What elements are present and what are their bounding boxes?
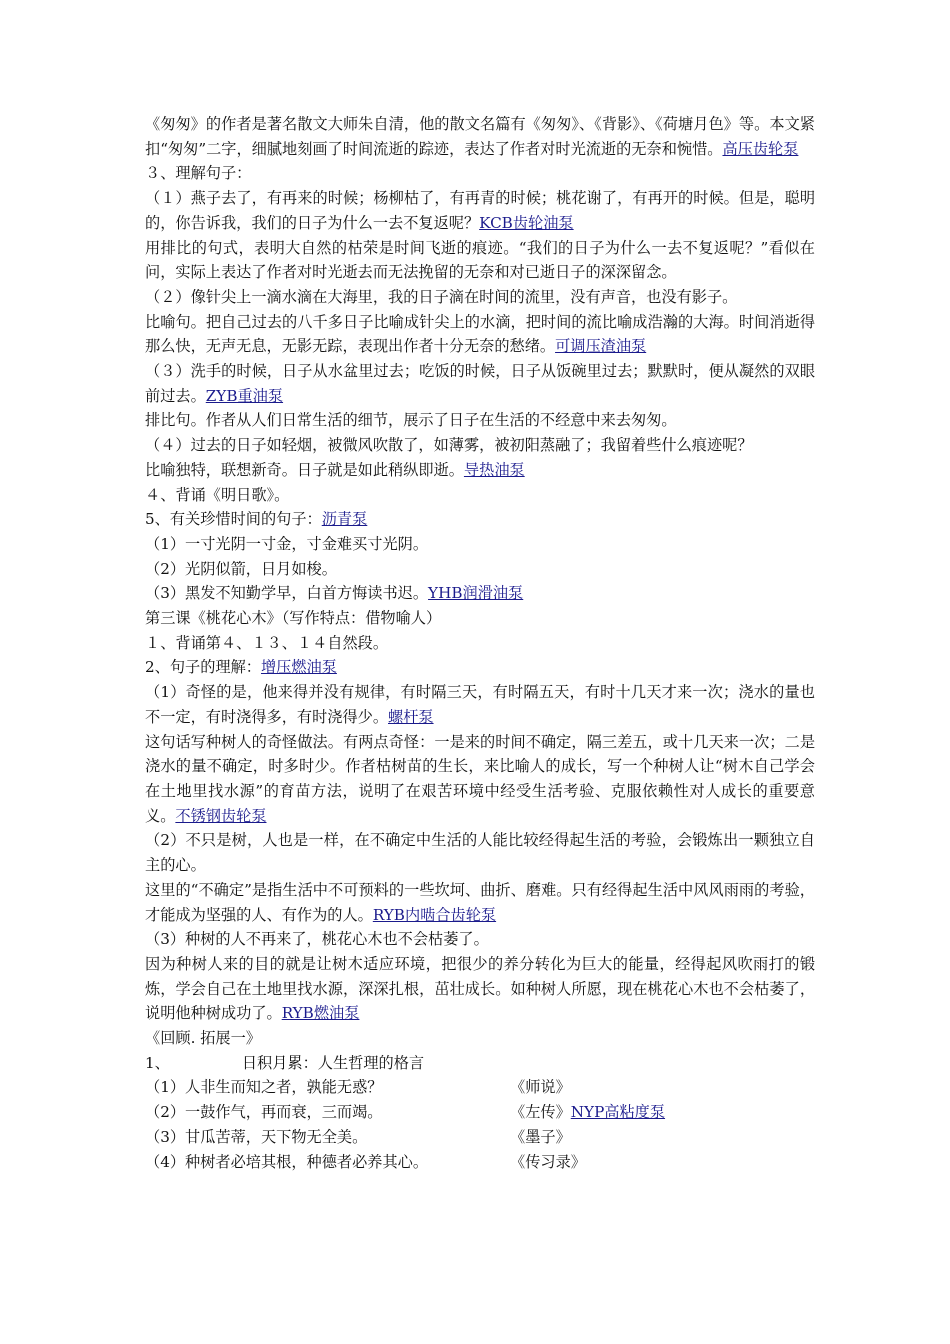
- link-residue-oil-pump[interactable]: 可调压渣油泵: [555, 337, 647, 356]
- list-item: （2）光阴似箭，日月如梭。: [145, 559, 337, 578]
- quote-source: 《左传》: [510, 1103, 571, 1122]
- paragraph: （２）像针尖上一滴水滴在大海里，我的日子滴在时间的流里，没有声音，也没有影子。: [145, 287, 738, 306]
- paragraph: 这句话写种树人的奇怪做法。有两点奇怪：一是来的时间不确定，隔三差五，或十几天来一次；二是浇水的量不确定，时多时少。作者枯树苗的生长，来比喻人的成长，写一个种树人让“树木自己学会在土地里找水源”的育苗方法，说明了在艰苦环境中经受生活考验、克服依赖性对人成长的重要意义。不锈钢齿轮泵: [145, 732, 815, 825]
- section-heading: 1、 日积月累：人生哲理的格言: [145, 1053, 425, 1072]
- paragraph: （3）种树的人不再来了，桃花心木也不会枯萎了。: [145, 930, 489, 949]
- link-ryb-internal-gear-pump[interactable]: RYB内啮合齿轮泵: [372, 905, 497, 924]
- link-kcb-gear-oil-pump[interactable]: KCB齿轮油泵: [479, 213, 574, 232]
- list-item: （3）黑发不知勤学早，白首方悔读书迟。YHB润滑油泵: [145, 584, 524, 603]
- quote-source: 《墨子》: [510, 1127, 571, 1146]
- link-nyp-high-viscosity-pump[interactable]: NYP高粘度泵: [570, 1103, 666, 1122]
- paragraph: 比喻句。把自己过去的八千多日子比喻成针尖上的水滴，把时间的流比喻成浩瀚的大海。时间消逝得那么快，无声无息，无影无踪，表现出作者十分无奈的愁绪。可调压渣油泵: [145, 312, 815, 356]
- section-heading: 2、句子的理解：增压燃油泵: [145, 658, 337, 677]
- link-screw-pump[interactable]: 螺杆泵: [388, 707, 434, 726]
- link-stainless-gear-pump[interactable]: 不锈钢齿轮泵: [175, 806, 267, 825]
- paragraph: 用排比的句式，表明大自然的枯荣是时间飞逝的痕迹。“我们的日子为什么一去不复返呢？”看似在问，实际上表达了作者对时光逝去而无法挽留的无奈和对已逝日子的深深留念。: [145, 238, 815, 282]
- paragraph: （2）不只是树，人也是一样，在不确定中生活的人能比较经得起生活的考验，会锻炼出一颗独立自主的心。: [145, 831, 815, 875]
- paragraph: 这里的“不确定”是指生活中不可预料的一些坎坷、曲折、磨难。只有经得起生活中风风雨雨的考验，才能成为坚强的人、有作为的人。RYB内啮合齿轮泵: [145, 880, 815, 924]
- quote-row: [145, 1100, 815, 1125]
- quote-text: （3）甘瓜苦蒂，天下物无全美。: [145, 1127, 368, 1146]
- paragraph: （1）奇怪的是，他来得并没有规律，有时隔三天，有时隔五天，有时十几天才来一次；浇水的量也不一定，有时浇得多，有时浇得少。螺杆泵: [145, 683, 815, 726]
- paragraph: （４）过去的日子如轻烟，被微风吹散了，如薄雾，被初阳蒸融了；我留着些什么痕迹呢？: [145, 436, 753, 455]
- paragraph: 排比句。作者从人们日常生活的细节，展示了日子在生活的不经意中来去匆匆。: [145, 411, 677, 430]
- section-heading: 《回顾. 拓展一》: [145, 1029, 261, 1048]
- quote-text: （1）人非生而知之者，孰能无惑？: [145, 1078, 383, 1097]
- quote-source: 《师说》: [510, 1078, 571, 1097]
- section-heading: 5、有关珍惜时间的句子：沥青泵: [145, 510, 368, 529]
- section-heading: １、背诵第４、１３、１４自然段。: [145, 633, 388, 652]
- link-gaoya-gear-pump[interactable]: 高压齿轮泵: [722, 139, 799, 158]
- section-heading: ３、理解句子：: [145, 164, 252, 183]
- paragraph: （１）燕子去了，有再来的时候；杨柳枯了，有再青的时候；桃花谢了，有再开的时候。但是，聪明的，你告诉我，我们的日子为什么一去不复返呢？KCB齿轮油泵: [145, 189, 815, 232]
- quote-row: [145, 1125, 815, 1150]
- quote-row: [145, 1150, 815, 1175]
- section-heading: 第三课《桃花心木》（写作特点：借物喻人）: [145, 609, 442, 628]
- list-item: （1）一寸光阴一寸金，寸金难买寸光阴。: [145, 534, 429, 553]
- link-yhb-lube-pump[interactable]: YHB润滑油泵: [428, 584, 524, 603]
- quote-text: （4）种树者必培其根，种德者必养其心。: [145, 1152, 429, 1171]
- link-asphalt-pump[interactable]: 沥青泵: [321, 510, 368, 529]
- quote-row: [145, 1075, 815, 1100]
- document-page: [145, 112, 815, 1174]
- link-zyb-heavy-oil-pump[interactable]: ZYB重油泵: [205, 386, 284, 405]
- paragraph: 因为种树人来的目的就是让树木适应环境，把很少的养分转化为巨大的能量，经得起风吹雨打的锻炼，学会自己在土地里找水源，深深扎根，茁壮成长。如种树人所愿，现在桃花心木也不会枯萎了，说明他种树成功了。RYB燃油泵: [145, 954, 815, 1023]
- quote-source: 《传习录》: [510, 1152, 586, 1171]
- link-ryb-fuel-pump[interactable]: RYB燃油泵: [281, 1004, 360, 1023]
- paragraph: 比喻独特，联想新奇。日子就是如此稍纵即逝。导热油泵: [145, 460, 525, 479]
- link-thermal-oil-pump[interactable]: 导热油泵: [463, 460, 525, 479]
- quote-text: （2）一鼓作气，再而衰，三而竭。: [145, 1103, 383, 1122]
- link-booster-fuel-pump[interactable]: 增压燃油泵: [260, 658, 337, 677]
- paragraph: （３）洗手的时候，日子从水盆里过去；吃饭的时候，日子从饭碗里过去；默默时，便从凝然的双眼前过去。ZYB重油泵: [145, 362, 815, 405]
- section-heading: ４、背诵《明日歌》。: [145, 485, 290, 504]
- paragraph: 《匆匆》的作者是著名散文大师朱自清，他的散文名篇有《匆匆》、《背影》、《荷塘月色》等。本文紧扣“匆匆”二字，细腻地刻画了时间流逝的踪迹，表达了作者对时光流逝的无奈和惋惜。高压齿轮泵: [145, 115, 815, 158]
